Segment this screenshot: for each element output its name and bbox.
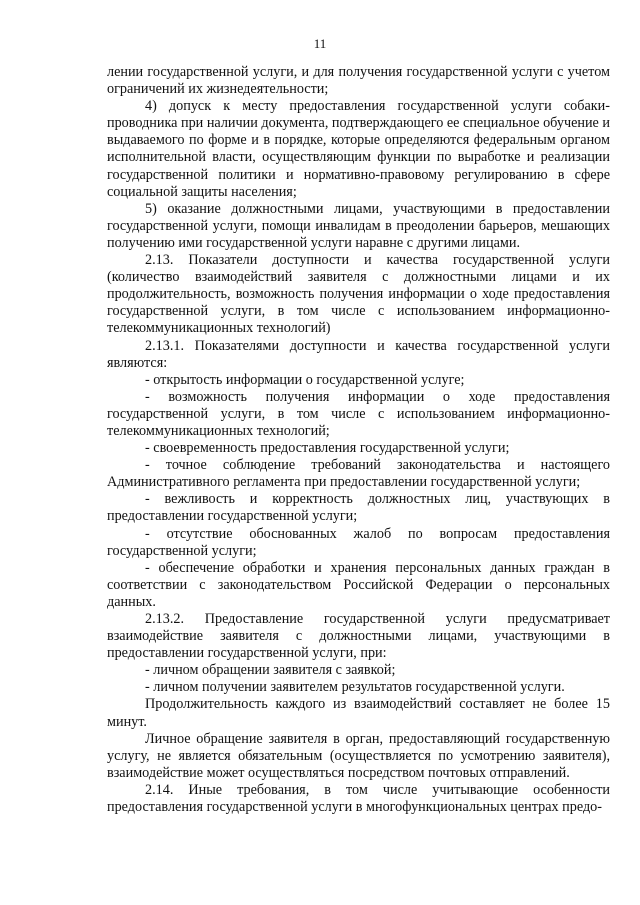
list-item-openness: - открытость информации о государственной услуге; xyxy=(145,371,465,388)
page-number: 11 xyxy=(313,36,327,51)
list-item-compliance: - точное соблюдение требований законодательства и настоящего Административного регламента при предоставлении государственной услуги; xyxy=(107,457,610,491)
list-item-personal-application: - личном обращении заявителя с заявкой; xyxy=(145,662,396,679)
paragraph-continuation: лении государственной услуги, и для получения государственной услуги с учетом ограничений их жизнедеятельности; xyxy=(107,64,610,98)
list-item-timeliness: - своевременность предоставления государственной услуги; xyxy=(145,440,510,457)
document-body xyxy=(107,64,610,816)
paragraph-duration: Продолжительность каждого из взаимодействий составляет не более 15 минут. xyxy=(107,696,610,730)
paragraph-personal-appeal: Личное обращение заявителя в орган, предоставляющий государственную услугу, не является обязательным (осуществляется по усмотрению заявителя), взаимодействие может осуществляться посредством почтовых отправлений. xyxy=(107,730,610,781)
list-item-personal-data: - обеспечение обработки и хранения персональных данных граждан в соответствии с законодательством Российской Федерации о персональных данных. xyxy=(107,559,610,610)
paragraph-section-2-13-2: 2.13.2. Предоставление государственной услуги предусматривает взаимодействие заявителя с должностными лицами, участвующими в предоставлении государственной услуги, при: xyxy=(107,611,610,662)
paragraph-section-2-13-1: 2.13.1. Показателями доступности и качества государственной услуги являются: xyxy=(107,337,610,371)
list-item-politeness: - вежливость и корректность должностных лиц, участвующих в предоставлении государственной услуги; xyxy=(107,491,610,525)
paragraph-item-5-assistance: 5) оказание должностными лицами, участвующими в предоставлении государственной услуги, помощи инвалидам в преодолении барьеров, мешающих получению ими государственной услуги наравне с другими лицами. xyxy=(107,200,610,251)
list-item-personal-receipt: - личном получении заявителем результатов государственной услуги. xyxy=(145,679,565,696)
list-item-progress-info: - возможность получения информации о ходе предоставления государственной услуги, в том числе с использованием информационно-телекоммуникационных технологий; xyxy=(107,388,610,439)
paragraph-section-2-14: 2.14. Иные требования, в том числе учитывающие особенности предоставления государственной услуги в многофункциональных центрах предо- xyxy=(107,781,610,816)
paragraph-item-4-guide-dog: 4) допуск к месту предоставления государственной услуги собаки-проводника при наличии документа, подтверждающего ее специальное обучение и выдаваемого по форме и в порядке, которые определяются федеральным органом исполнительной власти, осуществляющим функции по выработке и реализации государственной политики и нормативно-правовому регулированию в сфере социальной защиты населения; xyxy=(107,98,610,200)
list-item-no-complaints: - отсутствие обоснованных жалоб по вопросам предоставления государственной услуги; xyxy=(107,525,610,559)
paragraph-section-2-13: 2.13. Показатели доступности и качества государственной услуги (количество взаимодействий заявителя с должностными лицами и их продолжительность, возможность получения информации о ходе предоставления государственной услуги, в том числе с использованием информационно-телекоммуникационных технологий) xyxy=(107,252,610,337)
